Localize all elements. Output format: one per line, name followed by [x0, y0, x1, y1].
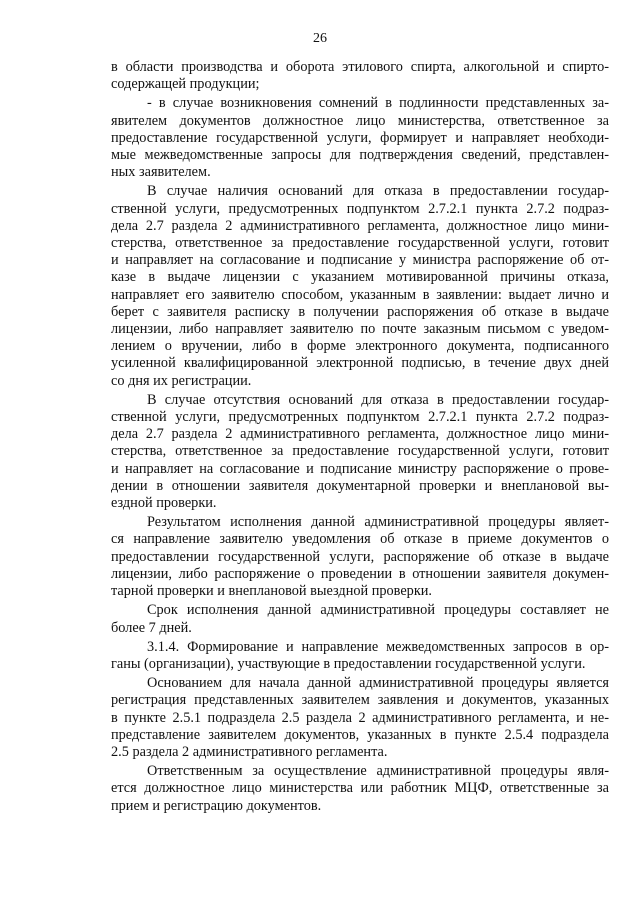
text-line: 3.1.4. Формирование и направление межведомственных запросов в ор-: [147, 638, 609, 655]
text-line: предоставление государственной услуги, формирует и направляет необходи-: [111, 129, 609, 146]
paragraph: [111, 675, 609, 761]
text-line: в пункте 2.5.1 подраздела 2.5 раздела 2 административного регламента, и не-: [111, 709, 609, 726]
text-line: В случае наличия оснований для отказа в предоставлении государ-: [147, 183, 609, 200]
text-line: лицензии, либо направляет заявителю по почте заказным письмом с уведом-: [111, 321, 609, 338]
text-line: ных заявителем.: [111, 164, 211, 181]
text-line: лением о вручении, либо в форме электронного документа, подписанного: [111, 338, 609, 355]
text-line: мые межведомственные запросы для подтверждения сведений, представлен-: [111, 147, 609, 164]
text-line: ственной услуги, предусмотренных подпунктом 2.7.2.1 пункта 2.7.2 подраз-: [111, 200, 609, 217]
text-line: ездной проверки.: [111, 495, 217, 512]
text-line: и направляет на согласование и подписание у министра распоряжение об от-: [111, 252, 609, 269]
text-line: явителем документов должностное лицо министерства, ответственное за: [111, 112, 609, 129]
text-line: со дня их регистрации.: [111, 372, 252, 389]
text-line: Результатом исполнения данной административной процедуры являет-: [147, 514, 609, 531]
text-line: - в случае возникновения сомнений в подлинности представленных за-: [147, 95, 609, 112]
page-number: 26: [313, 31, 327, 46]
paragraph: [111, 639, 609, 673]
paragraph: [111, 183, 609, 389]
text-line: дела 2.7 раздела 2 административного регламента, должностное лицо мини-: [111, 426, 609, 443]
text-line: представление заявителем документов, указанных в пункте 2.5.4 подраздела: [111, 726, 609, 743]
paragraph: [111, 95, 609, 181]
text-line: прием и регистрацию документов.: [111, 797, 322, 814]
text-line: ется должностное лицо министерства или работник МЦФ, ответственные за: [111, 780, 609, 797]
text-line: дела 2.7 раздела 2 административного регламента, должностное лицо мини-: [111, 217, 609, 234]
text-line: 2.5 раздела 2 административного регламента.: [111, 743, 388, 760]
paragraph: [111, 392, 609, 512]
paragraph: [111, 514, 609, 600]
text-line: Срок исполнения данной административной процедуры составляет не: [147, 602, 609, 619]
text-line: казе в выдаче лицензии с указанием мотивированной причины отказа,: [111, 269, 609, 286]
text-line: Ответственным за осуществление административной процедуры явля-: [147, 763, 609, 780]
text-line: Основанием для начала данной административной процедуры является: [147, 675, 609, 692]
text-line: лицензии, либо распоряжение о проведении в отношении заявителя докумен-: [111, 565, 609, 582]
text-line: более 7 дней.: [111, 619, 192, 636]
text-line: регистрация представленных заявителем заявления и документов, указанных: [111, 692, 609, 709]
text-line: предоставлении государственной услуги, распоряжение об отказе в выдаче: [111, 548, 609, 565]
document-body: [111, 59, 609, 815]
text-line: берет с заявителя расписку в получении распоряжения об отказе в выдаче: [111, 303, 609, 320]
text-line: дении в отношении заявителя документарной проверки и внеплановой вы-: [111, 477, 609, 494]
text-line: в области производства и оборота этилового спирта, алкогольной и спирто-: [111, 59, 609, 75]
text-line: тарной проверки и внеплановой выездной проверки.: [111, 583, 432, 600]
text-line: стерства, ответственное за предоставление государственной услуги, готовит: [111, 235, 609, 252]
paragraph: [111, 763, 609, 815]
text-line: стерства, ответственное за предоставление государственной услуги, готовит: [111, 443, 609, 460]
text-line: направляет его заявителю способом, указанным в заявлении: выдает лично и: [111, 286, 609, 303]
paragraph: [111, 602, 609, 636]
text-line: усиленной квалифицированной электронной подписью, в течение двух дней: [111, 355, 609, 372]
paragraph: [111, 59, 609, 93]
text-line: В случае отсутствия оснований для отказа в предоставлении государ-: [147, 391, 609, 408]
text-line: ся направление заявителю уведомления об отказе в приеме документов о: [111, 531, 609, 548]
text-line: и направляет на согласование и подписание министру распоряжение о прове-: [111, 460, 609, 477]
text-line: содержащей продукции;: [111, 76, 260, 93]
text-line: ственной услуги, предусмотренных подпунктом 2.7.2.1 пункта 2.7.2 подраз-: [111, 409, 609, 426]
text-line: ганы (организации), участвующие в предоставлении государственной услуги.: [111, 655, 586, 672]
